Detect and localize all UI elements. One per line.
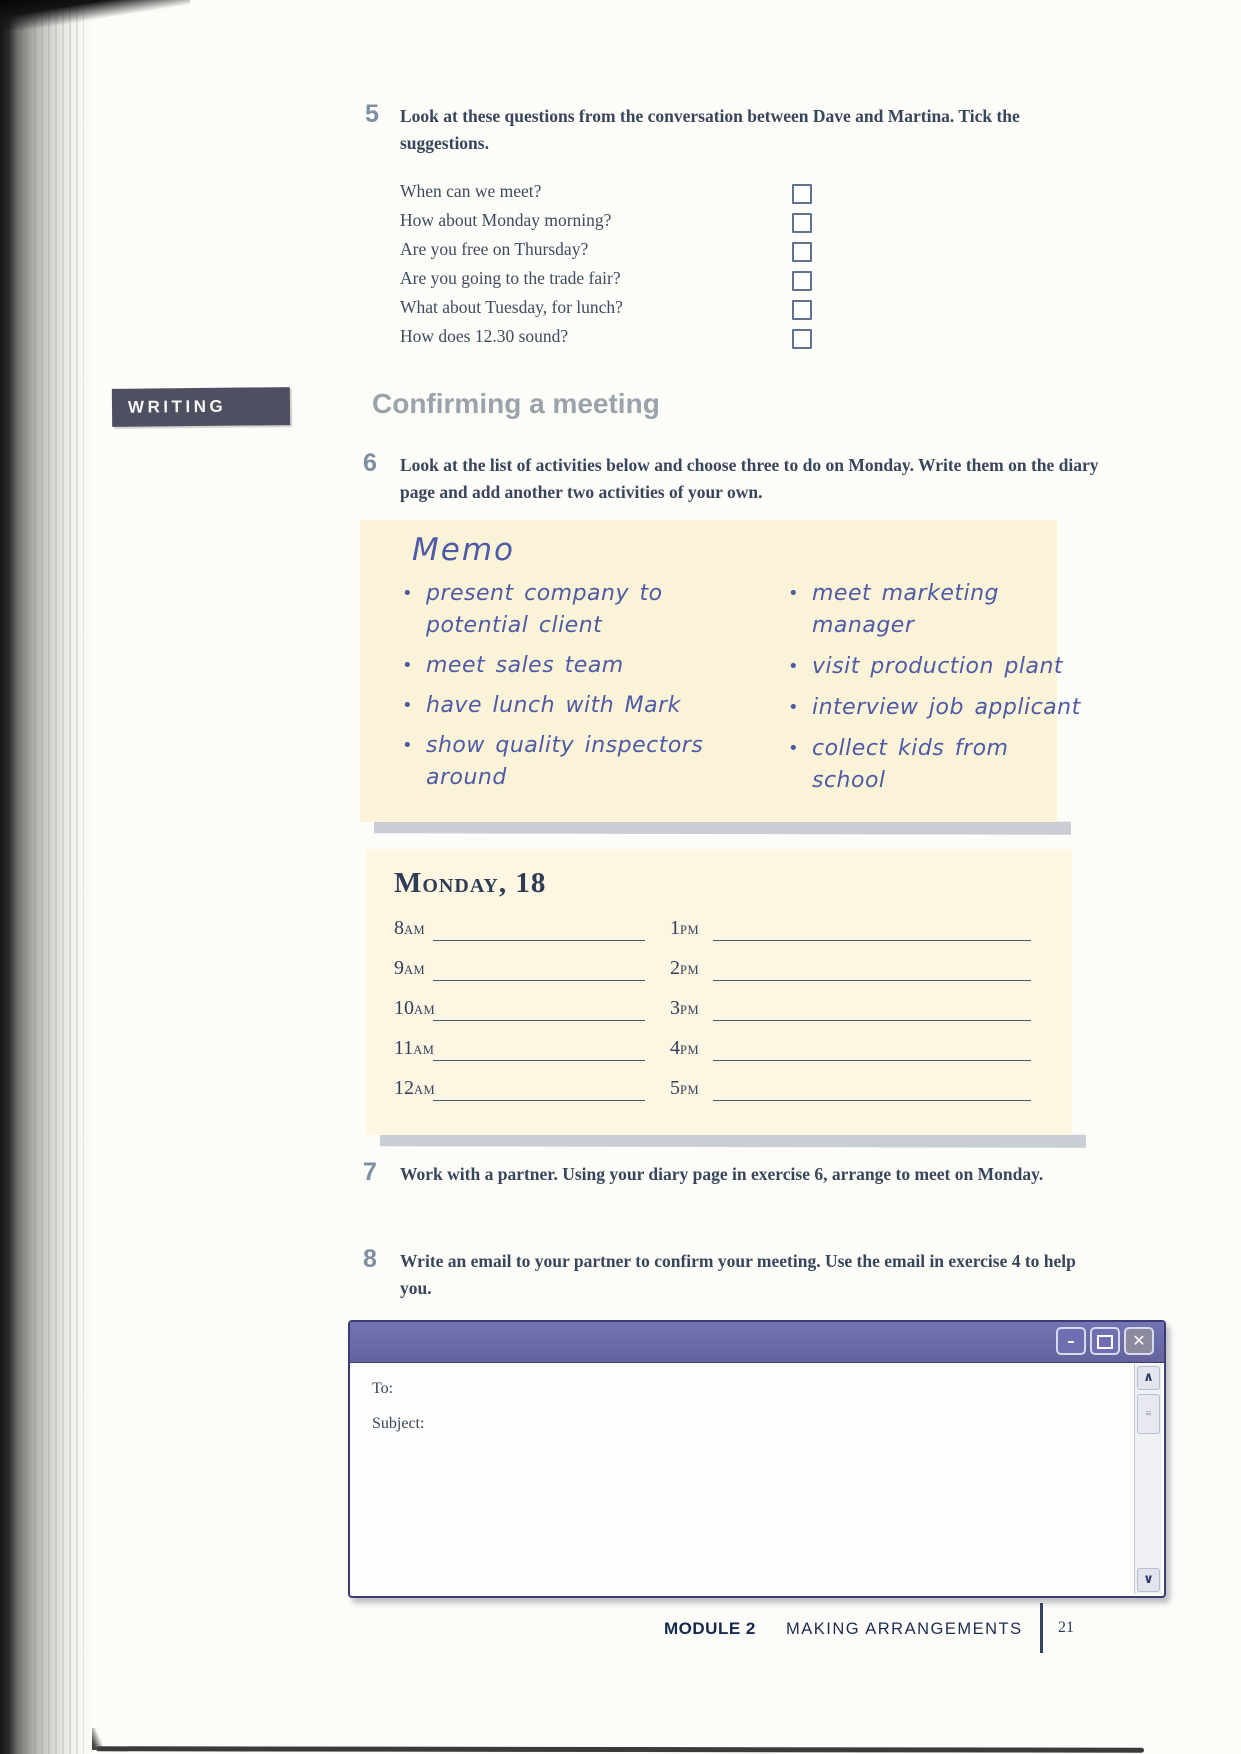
scan-bottom-edge — [96, 1746, 1144, 1752]
diary-title: Monday, 18 — [394, 867, 547, 899]
bullet-icon: • — [402, 583, 414, 604]
exercise-6-number: 6 — [363, 449, 377, 477]
close-button[interactable] — [1124, 1327, 1154, 1355]
diary-row-3pm — [366, 997, 1072, 1023]
memo-item-text: interview job applicant — [812, 695, 1081, 720]
memo-item — [402, 730, 732, 794]
time-label: 4PM — [670, 1037, 700, 1059]
time-label: 11AM — [394, 1037, 435, 1059]
diary-write-line[interactable] — [713, 980, 1031, 981]
time-label: 3PM — [670, 997, 700, 1019]
to-field-label: To: — [372, 1380, 394, 1397]
exercise-8-number: 8 — [363, 1245, 377, 1273]
scan-bottom-corner — [92, 1728, 102, 1750]
memo-item-text: visit production plant — [812, 654, 1064, 679]
tick-checkbox[interactable] — [792, 242, 812, 262]
bullet-icon: • — [788, 697, 800, 718]
minimize-icon: – — [1067, 1332, 1075, 1350]
memo-item — [402, 578, 732, 642]
scrollbar-thumb[interactable] — [1137, 1394, 1160, 1434]
question-row — [400, 210, 812, 239]
tick-checkbox[interactable] — [792, 184, 812, 204]
memo-note — [360, 520, 1081, 822]
memo-item — [788, 733, 1088, 797]
close-icon: ✕ — [1132, 1331, 1146, 1350]
page-curl-streaks — [34, 0, 84, 1754]
bullet-icon: • — [402, 655, 414, 676]
bullet-icon: • — [788, 656, 800, 677]
memo-shadow — [374, 820, 1071, 834]
maximize-icon — [1097, 1335, 1113, 1349]
email-compose-window — [348, 1320, 1166, 1598]
vertical-scrollbar[interactable] — [1134, 1364, 1162, 1594]
memo-title: Memo — [412, 532, 515, 568]
time-label: 9AM — [394, 957, 426, 979]
memo-left-column — [402, 578, 732, 802]
exercise-5-question-list — [400, 181, 812, 355]
diary-write-line[interactable] — [713, 1060, 1031, 1061]
footer-section-label: MAKING ARRANGEMENTS — [786, 1620, 1023, 1638]
time-label: 10AM — [394, 997, 436, 1019]
time-label: 12AM — [394, 1077, 436, 1099]
bullet-icon: • — [402, 735, 414, 756]
diary-row-5pm — [366, 1077, 1072, 1103]
diary-shadow — [380, 1133, 1086, 1147]
diary-page — [366, 849, 1072, 1135]
exercise-5-number: 5 — [365, 100, 379, 128]
time-label: 5PM — [670, 1077, 700, 1099]
diary-write-line[interactable] — [713, 1020, 1031, 1021]
question-text: Are you free on Thursday? — [400, 239, 589, 259]
subject-field-label: Subject: — [372, 1415, 425, 1432]
memo-item-text: have lunch with Mark — [426, 693, 681, 718]
chevron-up-icon: ∧ — [1143, 1370, 1154, 1385]
window-titlebar[interactable] — [350, 1322, 1164, 1363]
question-row — [400, 326, 812, 355]
memo-item — [788, 578, 1088, 642]
tick-checkbox[interactable] — [792, 300, 812, 320]
maximize-button[interactable] — [1090, 1327, 1120, 1355]
question-text: Are you going to the trade fair? — [400, 268, 621, 288]
bullet-icon: • — [788, 583, 800, 604]
question-text: How does 12.30 sound? — [400, 326, 569, 346]
question-text: When can we meet? — [400, 181, 542, 201]
memo-item — [788, 651, 1088, 683]
tick-checkbox[interactable] — [792, 213, 812, 233]
exercise-5-instructions: Look at these questions from the conversation between Dave and Martina. Tick the suggestions. — [400, 106, 1020, 153]
exercise-7-number: 7 — [363, 1158, 377, 1186]
tick-checkbox[interactable] — [792, 271, 812, 291]
exercise-6-instructions: Look at the list of activities below and choose three to do on Monday. Write them on the diary page and add another two activities of your own. — [400, 455, 1099, 502]
memo-item-text: meet sales team — [426, 653, 624, 678]
memo-item — [402, 690, 732, 722]
time-label: 8AM — [394, 917, 426, 939]
time-label: 1PM — [670, 917, 700, 939]
minimize-button[interactable] — [1056, 1327, 1086, 1355]
memo-right-column — [788, 578, 1088, 806]
exercise-8-instructions: Write an email to your partner to confirm your meeting. Use the email in exercise 4 to help you. — [400, 1251, 1076, 1298]
memo-item — [788, 692, 1088, 724]
memo-item-text: collect kids from school — [812, 736, 1009, 793]
memo-item-text: show quality inspectors around — [426, 733, 704, 790]
grip-icon: ≡ — [1145, 1408, 1152, 1420]
diary-write-line[interactable] — [713, 940, 1031, 941]
bullet-icon: • — [402, 695, 414, 716]
tick-checkbox[interactable] — [792, 329, 812, 349]
diary-row-1pm — [366, 917, 1072, 943]
question-row — [400, 297, 812, 326]
exercise-7-instructions: Work with a partner. Using your diary page in exercise 6, arrange to meet on Monday. — [400, 1164, 1044, 1184]
diary-write-line[interactable] — [713, 1100, 1031, 1101]
bullet-icon: • — [788, 738, 800, 759]
memo-item — [402, 650, 732, 682]
time-label: 2PM — [670, 957, 700, 979]
section-heading: Confirming a meeting — [372, 388, 660, 419]
scroll-up-button[interactable] — [1137, 1366, 1160, 1390]
footer-divider — [1040, 1603, 1043, 1653]
scroll-down-button[interactable] — [1137, 1568, 1160, 1592]
chevron-down-icon: ∨ — [1143, 1572, 1154, 1587]
scan-top-corner — [0, 0, 190, 30]
memo-item-text: present company to potential client — [426, 581, 663, 638]
window-controls — [1056, 1327, 1154, 1355]
question-row — [400, 181, 812, 210]
diary-row-2pm — [366, 957, 1072, 983]
page-number: 21 — [1058, 1619, 1074, 1636]
question-text: What about Tuesday, for lunch? — [400, 297, 623, 317]
footer-module-label: MODULE 2 — [664, 1619, 756, 1638]
question-text: How about Monday morning? — [400, 210, 612, 230]
question-row — [400, 239, 812, 268]
question-row — [400, 268, 812, 297]
memo-item-text: meet marketing manager — [812, 581, 999, 638]
writing-section-label: WRITING — [112, 387, 290, 427]
diary-row-4pm — [366, 1037, 1072, 1063]
